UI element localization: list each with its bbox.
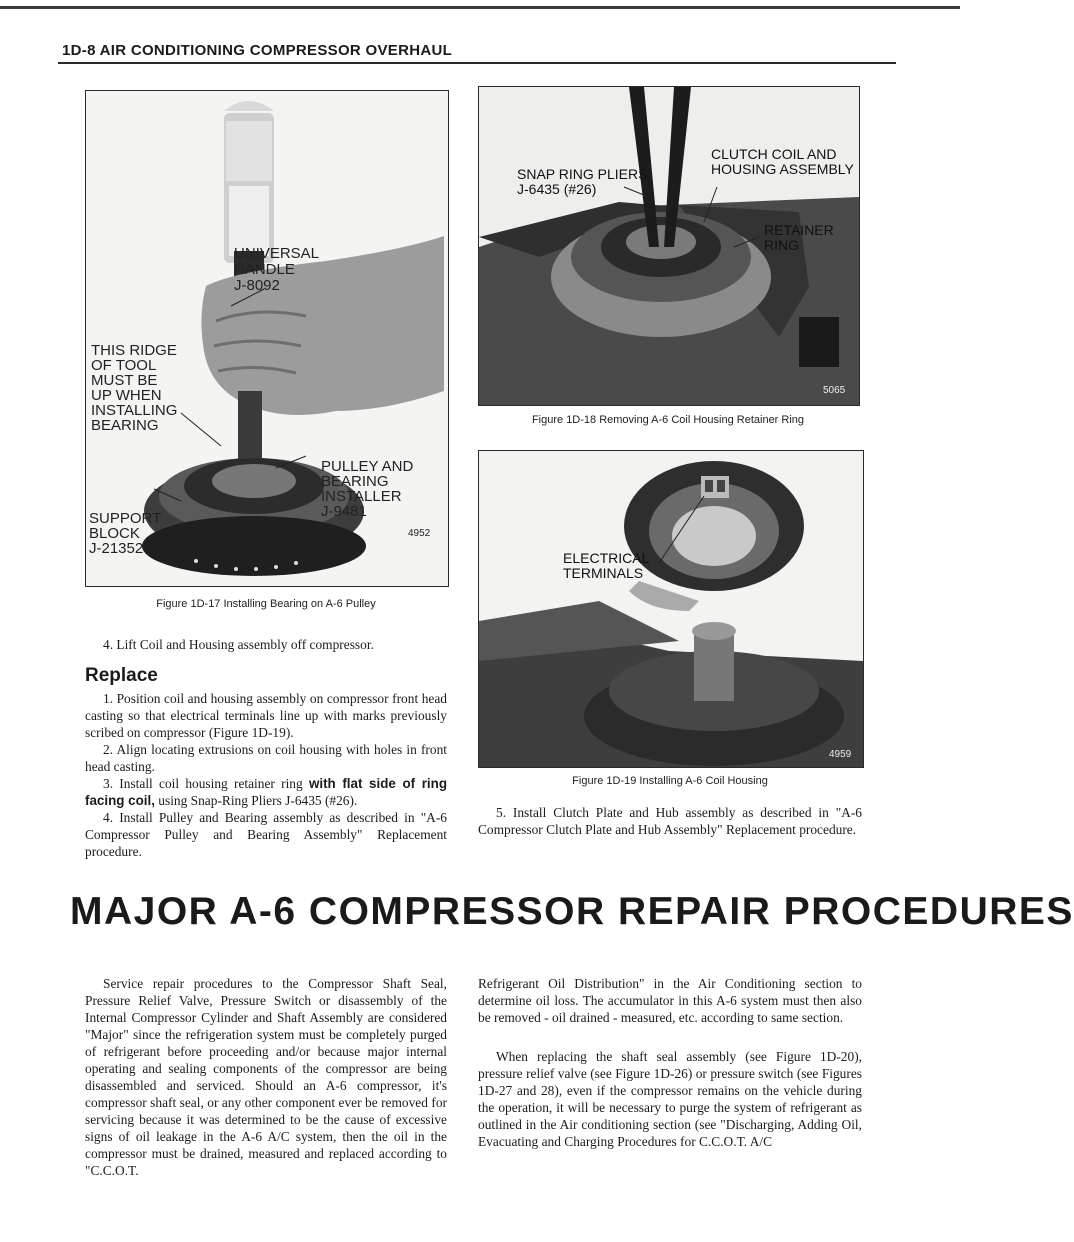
step-3-emphasis: with flat side of ring facing coil,: [85, 776, 447, 808]
callout-clutch-coil: CLUTCH COIL AND HOUSING ASSEMBLY: [711, 146, 854, 177]
callout-pulley-installer: PULLEY AND BEARING INSTALLER J-9481: [321, 458, 414, 520]
step-4-lift: 4. Lift Coil and Housing assembly off compressor.: [103, 637, 374, 652]
paragraph-shaft-seal: When replacing the shaft seal assembly (see Figure 1D-20), pressure relief valve (see Figure 1D-26) or pressure switch (see Figures 1D-27 and 28), even if the compressor remains on the vehicle during the operation, it will be necessary to purge the system of refrigerant as outlined in the Air conditioning section (see "Discharging, Adding Oil, Evacuating and Charging Procedures for C.C.O.T. A/C: [478, 1049, 862, 1149]
paragraph-oil-distribution: Refrigerant Oil Distribution" in the Air Conditioning section to determine oil loss. The accumulator in this A-6 system must then also be removed - oil drained - measured, etc. according to same section.: [478, 976, 862, 1025]
section-right-column: [478, 975, 862, 1150]
replace-step-2: 2. Align locating extrusions on coil housing with holes in front head casting.: [85, 742, 447, 774]
figure-number: 5065: [823, 385, 846, 396]
step-3-text-a: 3. Install coil housing retainer ring: [103, 776, 309, 791]
replace-step-4: 4. Install Pulley and Bearing assembly as described in "A-6 Compressor Pulley and Bearing Assembly" Replacement procedure.: [85, 810, 447, 859]
figure-1d-19: [478, 450, 864, 768]
section-paragraph-1: [85, 975, 447, 1179]
figure-number: 4952: [408, 528, 431, 539]
page-header: 1D-8 AIR CONDITIONING COMPRESSOR OVERHAUL: [62, 42, 453, 59]
figure-1d-18-caption: Figure 1D-18 Removing A-6 Coil Housing Retainer Ring: [531, 414, 805, 426]
figure-1d-19-photo: [479, 451, 863, 767]
callout-universal-handle: UNIVERSAL HANDLE J-8092: [234, 245, 320, 294]
replace-step-3: [85, 775, 447, 809]
top-edge-rule: [0, 6, 960, 9]
heading-replace: Replace: [85, 665, 158, 686]
callout-retainer-ring: RETAINER RING: [764, 222, 834, 253]
step-5-install: 5. Install Clutch Plate and Hub assembly as described in "A-6 Compressor Clutch Plate and Hub Assembly" Replacement procedure.: [478, 805, 862, 837]
paragraph-major-procedures: Service repair procedures to the Compressor Shaft Seal, Pressure Relief Valve, Pressure Switch or disassembly of the Internal Compressor Cylinder and Shaft Assembly are considered "Major" since the refrigeration system must be completely purged of refrigerant before proceeding and/or because major internal operating and sealing components of the compressor are being disassembled and serviced. Should an A-6 compressor, it's compressor shaft seal, or any other component ever be removed for servicing because it was determined to be the cause of excessive signs of oil leakage in the A-6 A/C system, then the oil in the compressor must be drained, measured and replaced according to "C.C.O.T.: [85, 976, 447, 1178]
callout-support-block: SUPPORT BLOCK J-21352: [89, 510, 162, 557]
callout-electrical-terminals: ELECTRICAL TERMINALS: [563, 550, 650, 581]
callout-ridge-of-tool: THIS RIDGE OF TOOL MUST BE UP WHEN INSTALLING BEARING: [91, 342, 178, 434]
replace-step-1: 1. Position coil and housing assembly on compressor front head casting so that electrical terminals line up with marks previously scribed on compressor (Figure 1D-19).: [85, 691, 447, 740]
step-3-text-b: using Snap-Ring Pliers J-6435 (#26).: [154, 793, 358, 808]
header-rule: [58, 62, 896, 64]
figure-1d-18: [478, 86, 860, 406]
callout-snap-ring-pliers: SNAP RING PLIERS J-6435 (#26): [517, 166, 648, 197]
figure-1d-19-caption: Figure 1D-19 Installing A-6 Coil Housing: [572, 775, 768, 787]
figure-1d-17-caption: Figure 1D-17 Installing Bearing on A-6 Pulley: [156, 598, 376, 610]
figure-number: 4959: [829, 749, 852, 760]
left-column: [85, 636, 447, 860]
right-column: [478, 804, 862, 838]
section-title: MAJOR A-6 COMPRESSOR REPAIR PROCEDURES: [70, 890, 1074, 933]
figure-1d-17: [85, 90, 449, 587]
